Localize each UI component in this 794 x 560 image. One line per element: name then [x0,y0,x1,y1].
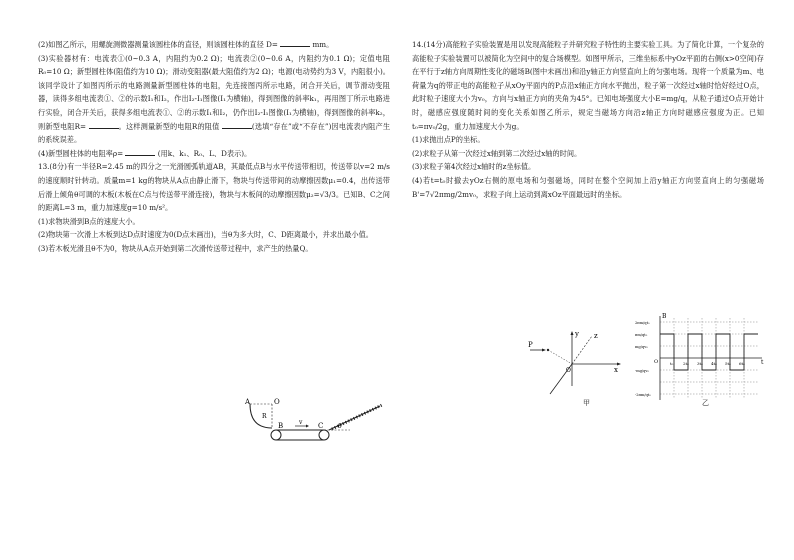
pulley-left [271,430,281,440]
tick-y-2: mg/qv₀ [635,345,648,349]
tick-x-1: 2t₀ [683,361,689,366]
label-theta: θ [338,423,342,430]
tick-y-3: -mg/qv₀ [635,369,649,373]
label-P: P [528,341,533,349]
q12-part4 [38,147,390,161]
answer-blank-error[interactable] [222,120,252,129]
q14-stem: 14.(14分)高能粒子实验装置是用以发现高能粒子并研究粒子特性的主要实验工具。为了简化计算，一个复杂的高能粒子实验装置可以被简化为空间中的复合场模型。如图甲所示，三维坐标系中yOz平面的右侧(x>0空间)存在平行于z轴方向周期性变化的磁场B(图中未画出)和沿y轴正方向竖直向上的匀强电场。现将一个质量为m、电荷量为q的带正电的高能粒子从xOy平面内的P点沿x轴正方向水平抛出，粒子第一次经过x轴时恰好经过O点，此时粒子速度大小为v₀，方向与x轴正方向的夹角为45°。已知电场强度大小E=mg/q，从粒子通过O点开始计时，磁感应强度随时间的变化关系如图乙所示，规定当磁场方向沿z轴正方向时磁感应强度为正。已知t₀=πv₀/2g，重力加速度大小为g。 [412,40,764,131]
q14-figure-yi [634,312,766,404]
q13-sub2: (2)物块第一次滑上木板到达D点时速度为0(D点未画出)，当θ为多大时，C、D距离最小，并求出最小值。 [38,230,373,240]
label-x: x [614,366,618,374]
label-B-axis: B [662,313,667,320]
y-axis-arrow [571,331,574,335]
tick-y-1: πm/qt₀ [635,333,648,337]
tick-x-0: t₀ [670,361,674,366]
tick-x-2: 3t₀ [697,361,703,366]
tick-x-5: 6t₀ [739,361,745,366]
left-column [38,38,390,256]
q13-stem: 13.(8分)有一半径R=2.45 m的四分之一光滑圆弧轨道AB，其最低点B与水平传送带相切，传送带以v=2 m/s的速度顺时针转动。质量m=1 kg的物块从A点由静止滑下，物块与传送带间的动摩擦因数μ₁=0.4，出传送带后滑上倾角θ可调的木板(木板在C点与传送带平滑连接)，物块与木板间的动摩擦因数μ₂=√3/3。已知B、C之间的距离L=3 m，重力加速度g=10 m/s²。 [38,162,390,213]
label-y: y [575,330,579,338]
label-R: R [262,413,267,420]
label-O-yi: O [654,359,659,365]
velocity-arrowhead [306,425,309,428]
q13-sub1: (1)求物块滑到B点的速度大小。 [38,216,140,226]
q12-part2-unit: mm。 [312,40,334,49]
q12-part3-text-c: (选填“存在”或“不存在”)因电流表内阻产生的系统误差。 [38,121,391,145]
tick-x-4: 5t₀ [725,361,731,366]
tick-y-4: -2πm/qt₀ [635,393,651,397]
tick-y-0: 2πm/qt₀ [635,321,650,325]
q14-sub1: (1)求抛出点P的坐标。 [412,135,485,145]
pulley-right [319,430,329,440]
label-v: v [299,419,303,426]
caption-jia: 甲 [583,399,590,407]
q12-part2 [38,38,390,52]
label-B: B [278,422,284,430]
incline-board [329,406,380,430]
tick-x-3: 4t₀ [711,361,717,366]
answer-blank-resistivity[interactable] [125,147,155,156]
trajectory [548,350,572,364]
label-O-jia: O [566,367,571,374]
q13-figure [240,398,390,446]
q12-part3-text-b: 。这样测量新型的电阻R的阻值 [118,121,220,131]
caption-yi: 乙 [702,399,709,407]
launch-arrowhead [542,349,546,352]
q12-part3-text: (3)实验器材有：电流表①(0~0.3 A，内阻约为0.2 Ω)；电流表②(0~0.6 A，内阻约为0.1 Ω)；定值电阻R₀=10 Ω；新型圆柱体(阻值约为10 Ω)；滑动变阻器(最大阻值约为2 Ω)；电源(电动势约为3 V，内阻很小)。该同学设计了如图丙所示的电路测量新型圆柱体的电阻，先连接图丙所示电路，闭合开关后，调节滑动变阻器，读得多组电流表①、②的示数I₁和I₂，作出I₂-I₁图像(I₁为横轴)，得到图像的斜率k₁，再用图丁所示电路进行实验，闭合开关后，获得多组电流表①、②的示数I₁和I₂，仍作出I₂-I₁图像(I₁为横轴)，得到图像的斜率k₂，则新型电阻R= [38,53,390,131]
q14-sub2: (2)求粒子从第一次经过x轴到第二次经过x轴的时间。 [412,148,582,158]
q12-part3 [38,52,390,147]
label-t-axis: t [761,359,764,366]
right-column [412,38,764,201]
arc-track [250,404,272,428]
z-axis-back [572,336,592,364]
label-O: O [274,398,280,406]
label-z: z [594,332,598,340]
q12-part2-text: (2)如图乙所示，用螺旋测微器测量该圆柱体的直径，则该圆柱体的直径 D= [38,40,278,49]
answer-blank-diameter[interactable] [280,38,310,47]
q12-part4-text: (4)新型圆柱体的电阻率ρ= [38,148,124,158]
q14-figure-jia [528,328,623,400]
answer-blank-resistance[interactable] [89,120,119,129]
q14-sub3: (3)求粒子第4次经过x轴时的z坐标值。 [412,162,536,172]
q14-sub4: (4)若t=t₀时撤去yOz右侧的原电场和匀强磁场，同时在整个空间加上沿y轴正方向竖直向上的匀强磁场B'=7√2πmg/2mv₀，求粒子向上运动到离xOz平面最远时的坐标。 [412,175,764,199]
label-A: A [245,398,251,406]
label-C: C [318,422,324,430]
q13-sub3: (3)若木板光滑且θ不为0，物块从A点开始到第二次滑传送带过程中，求产生的热量Q。 [38,243,313,253]
q12-part4-text-b: (用k、k₁、R₀、L、D表示)。 [157,148,252,158]
